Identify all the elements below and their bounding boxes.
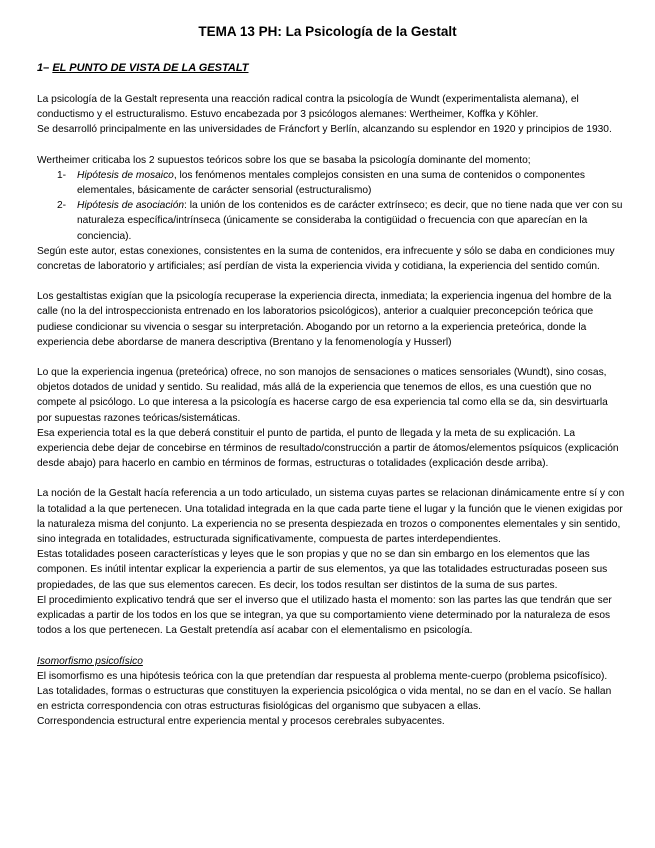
list-number: 2- bbox=[57, 200, 67, 212]
paragraph: Se desarrolló principalmente en las universidades de Fráncfort y Berlín, alcanzando su esplendor en 1920 y principios de 1930. bbox=[37, 124, 612, 136]
paragraph: El isomorfismo es una hipótesis teórica con la que pretendían dar respuesta al problema mente-cuerpo (problema psicofísico). Las totalidades, formas o estructuras que constituyen la experiencia psicológica o vida mental, no se dan en el vacío. Se hallan en estricta correspondencia con otras estructuras fisiológicas del organismo que subyacen a ellas. bbox=[37, 670, 612, 713]
paragraph: Según este autor, estas conexiones, consistentes en la suma de contenidos, era infrecuente y sólo se daba en condiciones muy concretas de laboratorio y artificiales; así perdían de vista la experiencia vivida y cotidiana, la experiencia del sentido común. bbox=[37, 245, 615, 273]
list-item bbox=[57, 168, 625, 198]
list-text: , los fenómenos mentales complejos consisten en una suma de contenidos o componentes elementales, básicamente de carácter sensorial (estructuralismo) bbox=[77, 169, 585, 197]
section-number: 1– bbox=[37, 62, 50, 74]
list-text: : la unión de los contenidos es de carácter extrínseco; es decir, que no tiene nada que ver con su naturaleza específica/intrínseca (únicamente se consideraba la contigüidad o frecuencia con que aparecían en la conciencia). bbox=[77, 200, 623, 242]
page-title: TEMA 13 PH: La Psicología de la Gestalt bbox=[198, 24, 457, 39]
paragraph: El procedimiento explicativo tendrá que ser el inverso que el utilizado hasta el momento: son las partes las que tendrán que ser explicadas a partir de los todos en los que se integran, ya que su comportamiento viene determinado por la naturaleza de esos todos a los que pertenecen. La Gestalt pretendía así acabar con el elementalismo en psicología. bbox=[37, 594, 612, 637]
paragraph: La psicología de la Gestalt representa una reacción radical contra la psicología de Wundt (experimentalista alemana), el conductismo y el estructuralismo. Estuvo encabezada por 3 psicólogos alemanes: Wertheimer, Koffka y Köhler. bbox=[37, 94, 579, 121]
paragraph: Los gestaltistas exigían que la psicología recuperase la experiencia directa, inmediata; la experiencia ingenua del hombre de la calle (no la del introspeccionista entrenado en los laboratorios psicológicos), anterior a cualquier preconcepción teórica que pudiese condicionar su vivencia o sesgar su interpretación. Abogando por un retorno a la experiencia preteórica, donde la experiencia debe abordarse de manera descriptiva (Brentano y la fenomenología y Husserl) bbox=[37, 291, 612, 348]
paragraph: La noción de la Gestalt hacía referencia a un todo articulado, un sistema cuyas partes se relacionan dinámicamente entre sí y con la totalidad a la que pertenecen. Una totalidad integrada en la que cada parte tiene el lugar y la función que le vienen exigidas por la naturaleza misma del conjunto. La experiencia no se presenta despiezada en trozos o componentes elementales y sin sentido, sino integrada en totalidades, estructurada significativamente, compuesta de partes interdependientes. bbox=[37, 488, 625, 546]
document-body bbox=[37, 92, 625, 730]
list-term: Hipótesis de mosaico bbox=[77, 169, 174, 181]
section-heading bbox=[37, 62, 249, 74]
section-title: EL PUNTO DE VISTA DE LA GESTALT bbox=[52, 62, 249, 74]
list-number: 1- bbox=[57, 169, 67, 181]
subsection-heading: Isomorfismo psicofísico bbox=[37, 655, 143, 667]
paragraph: Esa experiencia total es la que deberá constituir el punto de partida, el punto de llegada y la meta de su explicación. La experiencia debe dejar de concebirse en términos de resultado/construcción a partir de átomos/elementos psíquicos (explicación desde abajo) para hacerlo en cambio en términos de formas, estructuras o totalidades (explicación desde arriba). bbox=[37, 427, 619, 470]
paragraph: Correspondencia estructural entre experiencia mental y procesos cerebrales subyacentes. bbox=[37, 716, 445, 728]
paragraph: Wertheimer criticaba los 2 supuestos teóricos sobre los que se basaba la psicología dominante del momento; bbox=[37, 154, 531, 166]
paragraph: Lo que la experiencia ingenua (preteórica) ofrece, no son manojos de sensaciones o matices sensoriales (Wundt), sino cosas, objetos dotados de unidad y sentido. Su realidad, más allá de la experiencia que tenemos de ellos, es una cuestión que no compete al psicólogo. Lo que interesa a la psicología es hacerse cargo de esa experiencia tal como ella se da, sin desvirtuarla por supuestas razones teóricas/sistemáticas. bbox=[37, 367, 608, 424]
list-item bbox=[57, 198, 625, 244]
paragraph: Estas totalidades poseen características y leyes que le son propias y que no se dan sin embargo en los elementos que las componen. Es inútil intentar explicar la experiencia a partir de sus elementos, ya que las totalidades estructuradas poseen sus propiedades, de las que sus elementos carecen. Es decir, los todos resultan ser distintos de la suma de sus partes. bbox=[37, 549, 608, 591]
list-term: Hipótesis de asociación bbox=[77, 200, 185, 212]
hypotheses-list bbox=[37, 168, 625, 244]
